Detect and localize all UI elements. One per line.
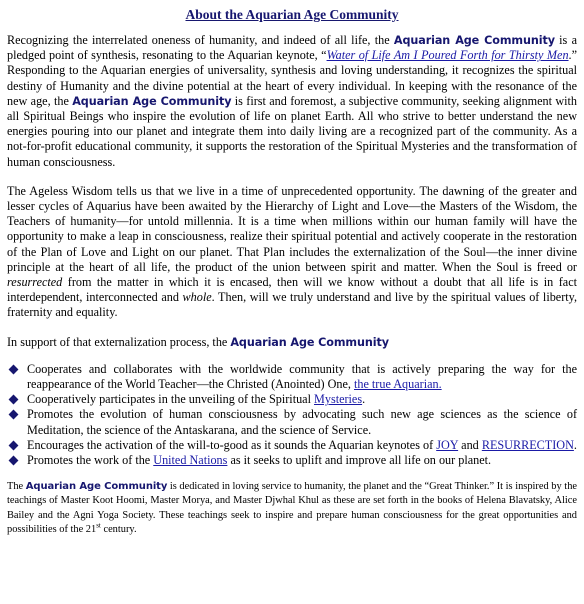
text: .” Responding to the Aquarian energies of universality, synthesis and loving understanding, it recognizes the spiritual destiny of Humanity and the divine potential at the heart of every individual. In keeping with the resonance of the new age, the [7, 48, 578, 108]
diamond-bullet-icon [9, 456, 19, 466]
text: Cooperates and collaborates with the worldwide community that is actively preparing the way for the reappearance of the World Teacher—the Christed (Anointed) One, [27, 361, 577, 392]
page-title: About the Aquarian Age Community [185, 7, 399, 22]
list-item [7, 438, 577, 453]
brand-name: Aquarian Age Community [230, 335, 389, 349]
joy-link[interactable]: JOY [436, 437, 459, 452]
text: . [362, 392, 366, 407]
text: and [458, 437, 482, 452]
superscript: st [96, 521, 101, 530]
text: is a pledged point of synthesis, resonating to the Aquarian keynote, “ [7, 33, 577, 63]
mysteries-link[interactable]: Mysteries [314, 392, 363, 407]
support-intro [7, 335, 577, 350]
text: Promotes the evolution of human consciousness by advocating such new age sciences as the science of Meditation, the science of the Antaskarana, and the science of Service. [27, 407, 577, 437]
list-item [7, 453, 577, 468]
text: is first and foremost, a subjective community, seeking alignment with all Spiritual Beings who inspire the evolution of life on planet Earth. All who strive to better understand the new energies pouring into our planet and integrate them into daily living are a recognized part of the community. As a not-for-profit educational community, it supports the restoration of the Spiritual Mysteries and the transformation of human consciousness. [7, 93, 578, 169]
brand-name: Aquarian Age Community [72, 94, 232, 108]
emphasis-whole: whole [182, 290, 212, 305]
list-item [7, 407, 577, 437]
text: century. [100, 523, 137, 535]
ageless-wisdom-paragraph [7, 184, 577, 321]
text: . [573, 437, 577, 452]
list-item [7, 392, 577, 407]
text: . Then, will we truly understand and live by the spiritual values of liberty, fraternity and equality. [7, 290, 577, 320]
true-aquarian-link[interactable]: the true Aquarian. [353, 377, 442, 392]
brand-name: Aquarian Age Community [25, 481, 168, 493]
text: The [7, 481, 26, 493]
text: Recognizing the interrelated oneness of humanity, and indeed of all life, the [7, 33, 394, 47]
diamond-bullet-icon [9, 395, 19, 405]
diamond-bullet-icon [9, 410, 19, 420]
list-item [7, 362, 577, 392]
water-of-life-link[interactable]: Water of Life Am I Poured Forth for Thirsty Men [326, 48, 569, 63]
text: Cooperatively participates in the unveiling of the Spiritual [27, 392, 315, 407]
diamond-bullet-icon [9, 440, 19, 450]
resurrection-link[interactable]: RESURRECTION [481, 437, 574, 452]
brand-name: Aquarian Age Community [393, 34, 555, 47]
mission-list [7, 362, 577, 468]
footer-paragraph [7, 480, 577, 537]
text: Encourages the activation of the will-to-good as it sounds the Aquarian keynotes of [27, 437, 437, 452]
emphasis-resurrected: resurrected [7, 275, 63, 290]
text: is dedicated in loving service to humanity, the planet and the “Great Thinker.” It is inspired by the teachings of Master Koot Hoomi, Master Morya, and Master Djwhal Khul as these are set forth in the books of Helena Blavatsky, Alice Bailey and the Agni Yoga Society. These teachings seek to inspire and prepare human consciousness for the great opportunities and possibilities of the 21 [7, 481, 577, 535]
text: In support of that externalization process, the [7, 334, 231, 349]
diamond-bullet-icon [9, 364, 19, 374]
intro-paragraph [7, 33, 577, 170]
text: The Ageless Wisdom tells us that we live in a time of unprecedented opportunity. The dawning of the greater and lesser cycles of Aquarius have been awaited by the Hierarchy of Light and Love—the Masters of the Wisdom, the Teachers of humanity—for untold millennia. It is a time when millions within our human family will have the opportunity to make a leap in consciousness, realize their spiritual potential and actively cooperate in the restoration of the Plan of Love and Light on our planet. That Plan includes the externalization of the Soul—the inner divine principle at the heart of all life, the product of the union between spirit and matter. When the Soul is freed or [7, 183, 577, 274]
text: from the matter in which it is encased, then will we know without a doubt that all life is in fact interdependent, interconnected and [7, 275, 577, 305]
text: Promotes the work of the [27, 453, 154, 468]
text: as it seeks to uplift and improve all life on our planet. [227, 453, 492, 468]
united-nations-link[interactable]: United Nations [153, 453, 228, 468]
